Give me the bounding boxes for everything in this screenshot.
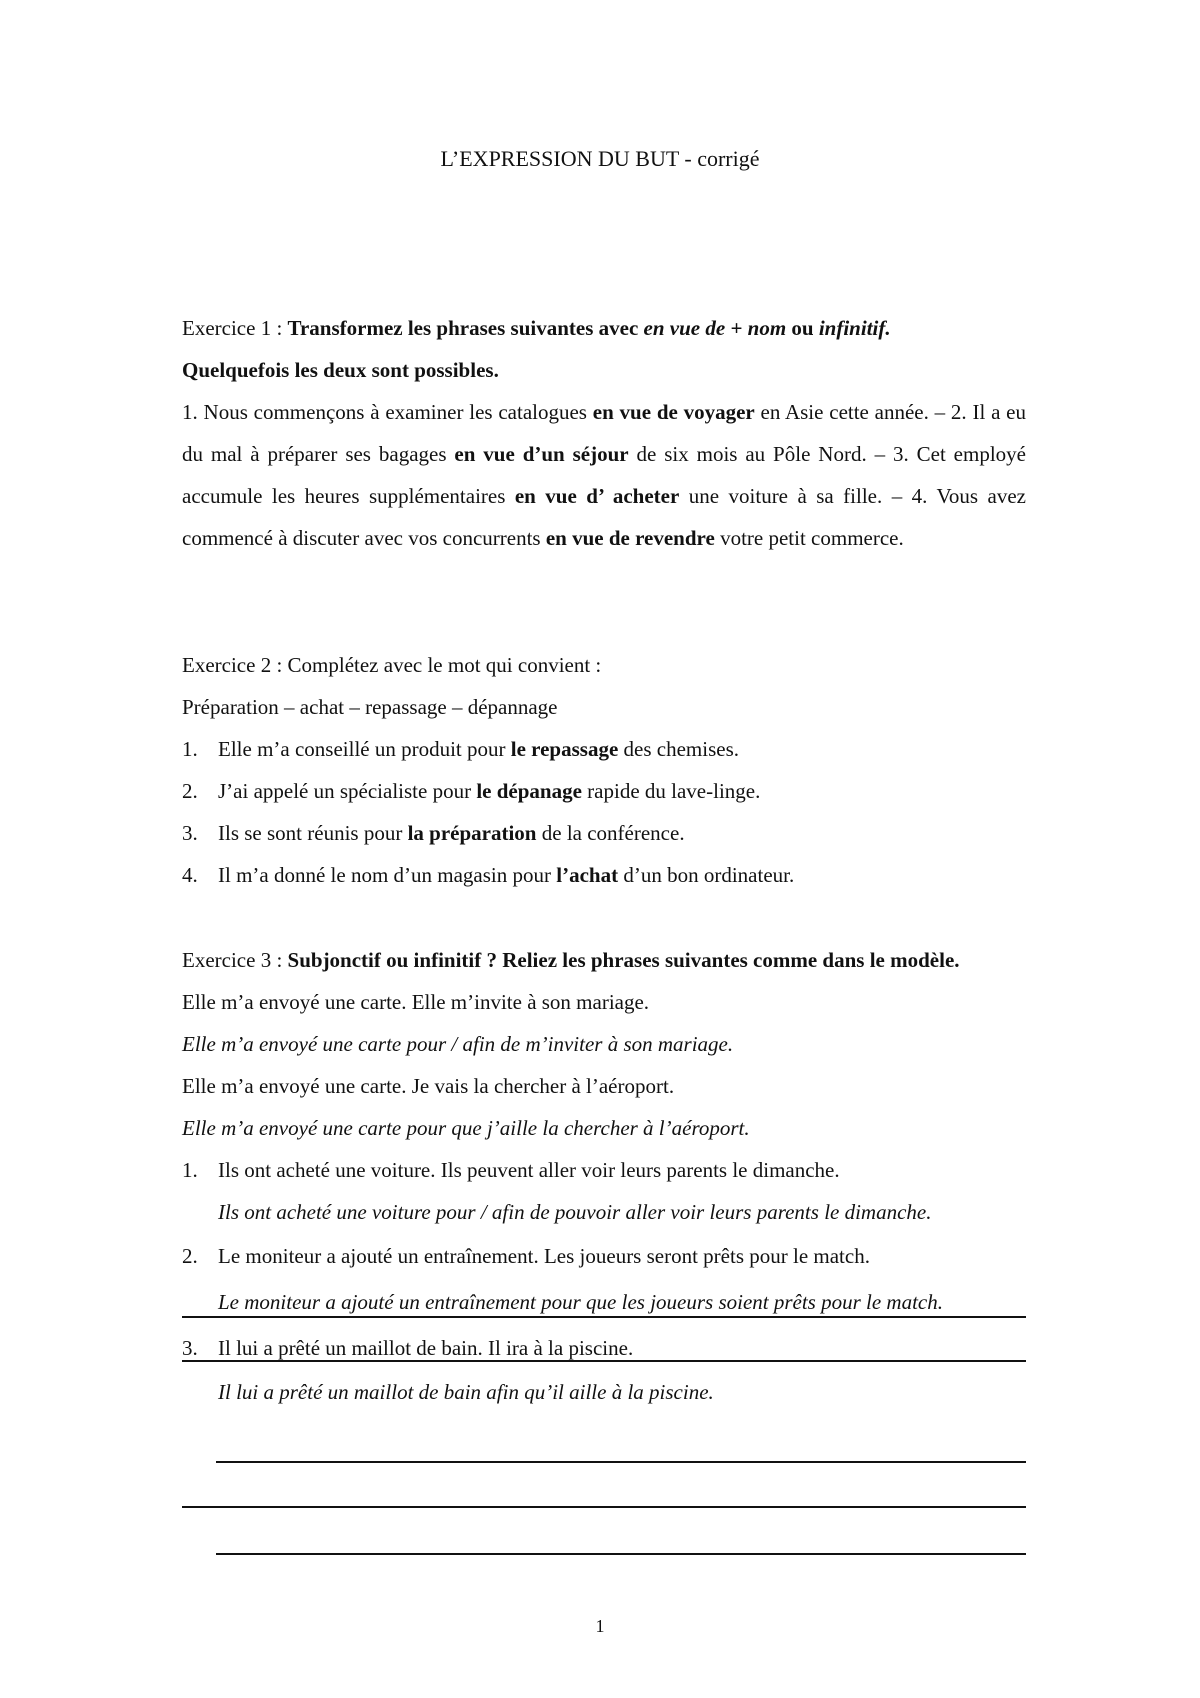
exercise-1 xyxy=(182,307,1026,559)
answer: la préparation xyxy=(407,821,537,845)
list-item: 3. Ils se sont réunis pour la préparation de la conférence. xyxy=(182,821,685,845)
exercise-1-instruction-or: ou xyxy=(786,316,819,340)
answer: l’achat xyxy=(556,863,619,887)
answer: Le moniteur a ajouté un entraînement pour que les joueurs soient prêts pour le match. xyxy=(218,1290,944,1314)
model-sentence-1: Elle m’a envoyé une carte. Elle m’invite à son mariage. xyxy=(182,990,650,1014)
answer: le dépanage xyxy=(476,779,582,803)
question: Le moniteur a ajouté un entraînement. Les joueurs seront prêts pour le match. xyxy=(218,1244,870,1268)
list-item: 3. Il lui a prêté un maillot de bain. Il ira à la piscine. xyxy=(182,1336,634,1360)
table-rule xyxy=(182,1360,1026,1362)
list-item: 1. Ils ont acheté une voiture. Ils peuvent aller voir leurs parents le dimanche. xyxy=(182,1158,840,1182)
model-sentence-2: Elle m’a envoyé une carte. Je vais la chercher à l’aéroport. xyxy=(182,1074,675,1098)
question: Il lui a prêté un maillot de bain. Il ira à la piscine. xyxy=(218,1336,634,1360)
model-answer-1: Elle m’a envoyé une carte pour / afin de m’inviter à son mariage. xyxy=(182,1032,734,1056)
exercise-1-instruction-note: Quelquefois les deux sont possibles. xyxy=(182,358,499,382)
page-number: 1 xyxy=(595,1616,605,1636)
exercise-2-word-list: Préparation – achat – repassage – dépannage xyxy=(182,695,558,719)
answer: Il lui a prêté un maillot de bain afin qu’il aille à la piscine. xyxy=(218,1380,714,1404)
answer-4: en vue de revendre xyxy=(545,526,715,550)
list-item: 2. J’ai appelé un spécialiste pour le dépanage rapide du lave-linge. xyxy=(182,779,761,803)
exercise-2 xyxy=(182,644,1026,896)
exercise-3-instruction: Subjonctif ou infinitif ? Reliez les phrases suivantes comme dans le modèle. xyxy=(287,948,960,972)
exercise-1-text: 1. Nous commençons à examiner les catalogues en vue de voyager en Asie cette année. – 2. Il a eu du mal à préparer ses bagages en vue d’un séjour de six mois au Pôle Nord. – 3. Cet employé accumule les heures supplémentaires en vue d’ acheter une voiture à sa fille. – 4. Vous avez commencé à discuter avec vos concurrents en vue de revendre votre petit commerce. xyxy=(182,400,1027,550)
table-rule xyxy=(216,1553,1026,1555)
model-answer-2: Elle m’a envoyé une carte pour que j’aille la chercher à l’aéroport. xyxy=(182,1116,750,1140)
exercise-3-label: Exercice 3 : xyxy=(182,948,288,972)
list-item: 4. Il m’a donné le nom d’un magasin pour l’achat d’un bon ordinateur. xyxy=(182,863,795,887)
answer: le repassage xyxy=(510,737,619,761)
table-rule xyxy=(182,1506,1026,1508)
answer: Ils ont acheté une voiture pour / afin de pouvoir aller voir leurs parents le dimanche. xyxy=(218,1200,932,1224)
exercise-3-heading xyxy=(182,939,1026,981)
exercise-2-label: Exercice 2 : Complétez avec le mot qui convient : xyxy=(182,653,602,677)
table-rule xyxy=(216,1461,1026,1463)
exercise-3 xyxy=(182,939,1026,1413)
page-title: L’EXPRESSION DU BUT - corrigé xyxy=(440,146,760,171)
exercise-1-keyword-infinitif: infinitif. xyxy=(818,316,891,340)
list-item: 1. Elle m’a conseillé un produit pour le repassage des chemises. xyxy=(182,737,740,761)
table-rule xyxy=(182,1316,1026,1318)
list-item: 2. Le moniteur a ajouté un entraînement. Les joueurs seront prêts pour le match. xyxy=(182,1244,870,1268)
answer-1: en vue de voyager xyxy=(592,400,755,424)
exercise-1-label: Exercice 1 : xyxy=(182,316,288,340)
exercise-1-keyword: en vue de + nom xyxy=(643,316,787,340)
exercise-1-instruction: Transformez les phrases suivantes avec xyxy=(287,316,644,340)
answer-2: en vue d’un séjour xyxy=(454,442,629,466)
question: Ils ont acheté une voiture. Ils peuvent aller voir leurs parents le dimanche. xyxy=(218,1158,840,1182)
answer-3: en vue d’ acheter xyxy=(514,484,680,508)
